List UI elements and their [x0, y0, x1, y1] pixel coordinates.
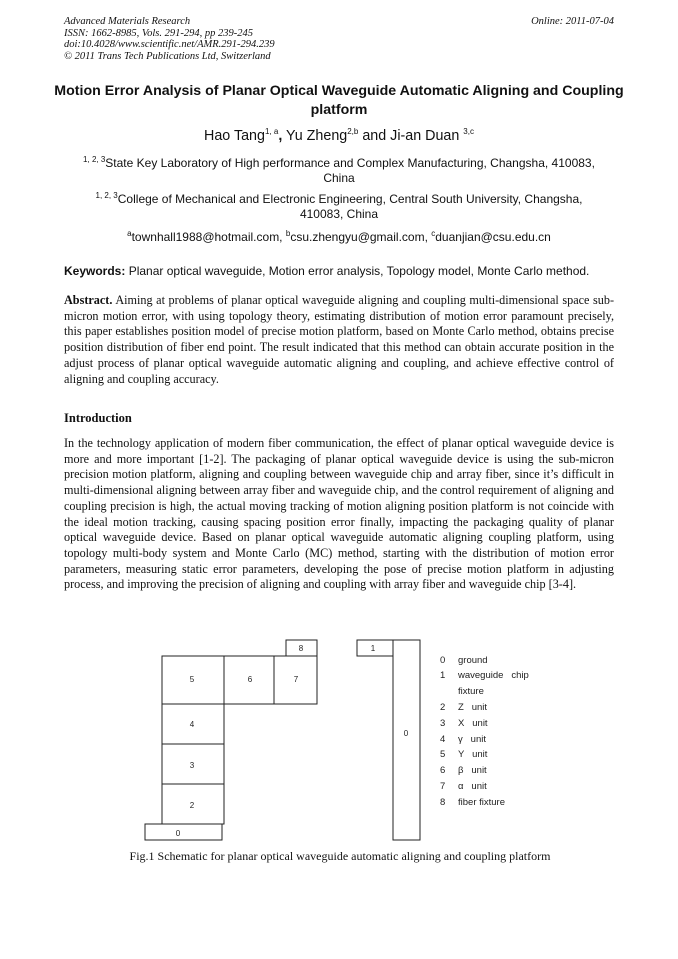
legend-text-0: ground	[458, 655, 488, 666]
block-label-3: 3	[189, 761, 195, 770]
author-2: Yu Zheng	[286, 128, 348, 144]
block-label-0: 0	[175, 829, 181, 838]
author-2-sup: 2,b	[347, 127, 359, 137]
introduction-text: In the technology application of modern fiber communication, the effect of planar optical waveguide device is more and more important [1-2]. The packaging of planar optical waveguide device is using the sub-micron precision motion platform, aligning and coupling between waveguide chip and array fiber, since it’s difficult in multi-dimensional aligning between array fiber and waveguide chip, and the control requirement of aligning and coupling precision is high, the actual moving tracking of motion aligning position platform is not coincide with the ideal motion tracking, causing spacing position error finally, impacting the packaging quality of planar optical waveguide device. Based on planar optical waveguide automatic aligning coupling platform, using topology multi-body system and Monte Carlo (MC) method, starting with the distribution of motion error parameters, measuring static error parameters, developing the pose of precise motion platform in adjusting process, and improving the precision of aligning and coupling with array fiber and waveguide chip [3-4].	[64, 436, 614, 592]
legend-num-3: 3	[440, 718, 446, 729]
affiliation-1-sup: 1, 2, 3	[83, 155, 106, 164]
keywords	[64, 264, 616, 278]
keywords-label: Keywords:	[64, 264, 126, 278]
block-label-7: 7	[293, 675, 299, 684]
legend-num-8: 8	[440, 797, 446, 808]
journal-name: Advanced Materials Research	[64, 16, 191, 27]
issn-line: ISSN: 1662-8985, Vols. 291-294, pp 239-245	[64, 27, 253, 39]
keywords-text: Planar optical waveguide, Motion error analysis, Topology model, Monte Carlo method.	[128, 264, 590, 278]
legend-num-7: 7	[440, 781, 446, 792]
author-3-sup: 3,c	[463, 127, 474, 137]
block-label-6: 6	[247, 675, 253, 684]
email-a[interactable]: townhall1988@hotmail.com,	[131, 230, 283, 244]
author-line: Hao Tang$^{1, a}$, Yu Zheng$^{2,b}$ and Ji-an Duan $^{3,c}$	[204, 127, 474, 144]
legend-text-8: fiber fixture	[458, 797, 505, 808]
block-label-2: 2	[189, 801, 195, 810]
author-1-sup: 1, a	[264, 127, 279, 137]
legend-num-1: 1	[440, 670, 446, 681]
abstract	[64, 293, 614, 387]
legend-text-1b: fixture	[458, 686, 484, 697]
legend-num-4: 4	[440, 734, 446, 745]
author-1: Hao Tang	[204, 128, 265, 144]
affiliation-2	[80, 192, 598, 222]
introduction-heading: Introduction	[64, 411, 132, 425]
legend-num-0: 0	[440, 655, 446, 666]
doi-line: doi:10.4028/www.scientific.net/AMR.291-294.239	[64, 39, 275, 50]
paper-title: Motion Error Analysis of Planar Optical Waveguide Automatic Aligning and Coupling platform	[54, 83, 624, 118]
legend-num-6: 6	[440, 765, 446, 776]
copyright-line: © 2011 Trans Tech Publications Ltd, Switzerland	[64, 50, 271, 62]
figure-1-schematic	[140, 636, 560, 842]
legend-text-7: α unit	[458, 781, 487, 792]
legend-num-2: 2	[440, 702, 446, 713]
figure-1-caption: Fig.1 Schematic for planar optical waveguide automatic aligning and coupling platform	[129, 849, 551, 863]
legend-text-3: X unit	[458, 718, 488, 729]
legend-text-1: waveguide chip	[458, 670, 529, 681]
email-a-sup: a	[127, 229, 132, 238]
email-line	[80, 230, 598, 245]
affiliation-2-sup: 1, 2, 3	[95, 191, 118, 200]
legend-text-2: Z unit	[458, 702, 488, 713]
block-0-ground	[145, 824, 222, 840]
email-c-sup: c	[431, 229, 436, 238]
figure-legend	[440, 655, 529, 808]
online-date: Online: 2011-07-04	[531, 16, 614, 27]
block-label-8: 8	[298, 644, 304, 653]
block-label-0-column: 0	[403, 729, 409, 738]
author-3: and Ji-an Duan	[362, 128, 460, 144]
running-header	[64, 16, 616, 62]
abstract-label: Abstract.	[64, 293, 113, 307]
email-b[interactable]: csu.zhengyu@gmail.com,	[290, 230, 428, 244]
affiliation-1	[80, 156, 598, 186]
email-c[interactable]: duanjian@csu.edu.cn	[435, 230, 551, 244]
legend-text-4: γ unit	[458, 734, 486, 745]
abstract-text: Aiming at problems of planar optical waveguide aligning and coupling multi-dimensional space sub-micron motion error, with using topology theory, estimating distribution of motion error paramount precisely, this paper establishes position model of precise motion platform, based on Monte Carlo method, obtains precise position distribution of fiber end point. The result indicated that this method can obtain accurate position in the adjust process of planar optical waveguide automatic aligning and coupling, and achieve effective control of aligning and coupling accuracy.	[64, 293, 615, 386]
block-label-5: 5	[189, 675, 195, 684]
affiliation-1-text: State Key Laboratory of High performance and Complex Manufacturing, Changsha, 410083, China	[105, 156, 595, 185]
block-label-4: 4	[189, 720, 195, 729]
email-b-sup: b	[285, 229, 291, 238]
legend-text-5: Y unit	[458, 749, 488, 760]
legend-num-5: 5	[440, 749, 446, 760]
affiliation-2-text: College of Mechanical and Electronic Engineering, Central South University, Changsha, 410083, China	[117, 192, 583, 221]
legend-text-6: β unit	[458, 765, 487, 776]
block-0-column	[393, 640, 420, 840]
block-label-1: 1	[370, 644, 376, 653]
